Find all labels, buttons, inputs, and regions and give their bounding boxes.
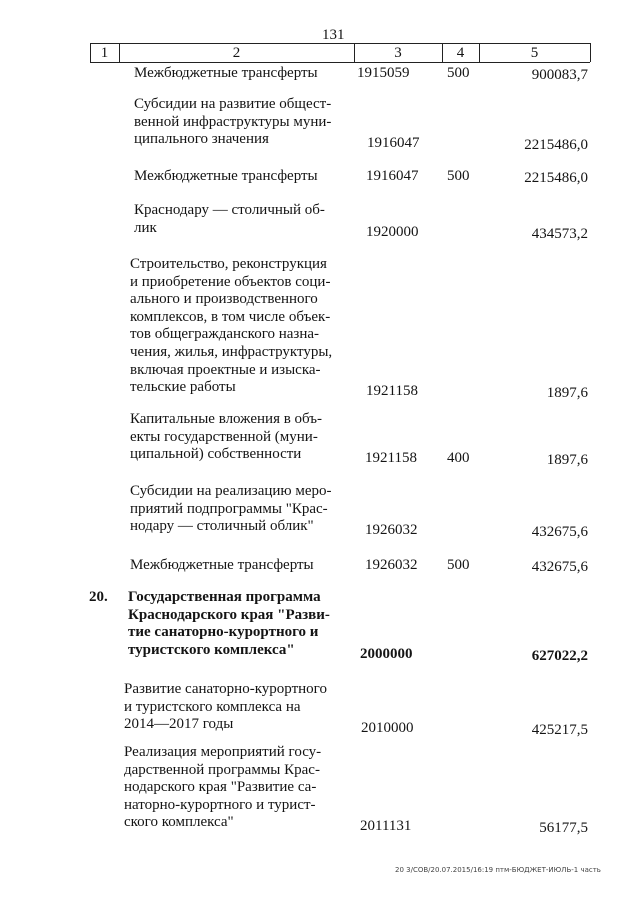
target-article-code: 1920000 [366,223,419,240]
amount-value: 432675,6 [531,559,588,575]
item-description-line: комплексов, в том числе объек- [130,308,331,325]
item-description-line: ального и производственного [130,291,318,308]
target-article-code: 2010000 [361,720,414,737]
item-description-line: ципальной) собственности [130,446,302,463]
column-header-2: 2 [232,45,241,61]
target-article-code: 1915059 [357,65,410,81]
column-header-4: 4 [456,45,465,61]
item-description-line: тов общегражданского назна- [130,326,320,343]
row-number: 20. [89,589,108,605]
item-description-line: туристского комплекса" [128,641,295,658]
item-description-line: венной инфраструктуры муни- [134,113,332,130]
column-header-5: 5 [530,45,539,61]
expense-type-code: 500 [447,557,470,573]
item-description-line: Реализация мероприятий госу- [124,744,322,760]
amount-value: 1897,6 [546,452,588,469]
target-article-code: 2000000 [360,645,413,662]
target-article-code: 1921158 [365,450,417,467]
item-description-line: Строительство, реконструкция [130,256,327,272]
amount-value: 900083,7 [531,67,588,83]
item-description-line: Развитие санаторно-курортного [124,681,327,697]
expense-type-code: 500 [447,168,470,184]
item-description-line: нодару — столичный облик" [130,518,314,535]
target-article-code: 1916047 [366,168,419,184]
amount-value: 1897,6 [546,385,588,402]
header-divider [590,43,591,62]
item-description-line: Межбюджетные трансферты [134,65,318,81]
item-description-line: Государственная программа [128,589,321,605]
column-header-3: 3 [394,45,402,61]
item-description-line: Капитальные вложения в объ- [130,411,323,427]
amount-value: 56177,5 [539,820,588,837]
amount-value: 627022,2 [531,647,588,664]
item-description-line: лик [134,219,157,236]
item-description-line: Субсидии на реализацию меро- [130,483,332,499]
item-description-line: наторно-курортного и турист- [124,796,316,813]
expense-type-code: 400 [447,450,470,467]
item-description-line: и приобретение объектов соци- [130,273,331,290]
item-description-line: включая проектные и изыска- [130,361,321,378]
expense-type-code: 500 [447,65,470,81]
document-footer: 20 3/СОВ/20.07.2015/16:19 птм-БЮДЖЕТ-ИЮЛЬ-1 часть [395,866,601,874]
item-description-line: Межбюджетные трансферты [134,168,318,184]
item-description-line: дарственной программы Крас- [124,761,320,778]
target-article-code: 1926032 [365,557,418,573]
item-description-line: приятий подпрограммы "Крас- [130,500,328,517]
item-description-line: и туристского комплекса на [124,698,301,715]
amount-value: 432675,6 [531,524,588,541]
amount-value: 434573,2 [531,225,588,242]
item-description-line: чения, жилья, инфраструктуры, [130,344,333,360]
page-number: 131 [322,27,345,43]
amount-value: 2215486,0 [524,170,588,186]
item-description-line: Краснодару — столичный об- [134,202,325,218]
column-header-1: 1 [100,45,109,61]
target-article-code: 1921158 [366,383,418,400]
item-description-line: ципального значения [134,131,269,148]
item-description-line: тие санаторно-курортного и [128,624,319,641]
item-description-line: екты государственной (муни- [130,428,318,445]
amount-value: 2215486,0 [524,137,588,154]
header-top-rule [90,43,590,44]
item-description-line: Краснодарского края "Разви- [128,606,330,623]
item-description-line: ского комплекса" [124,814,234,831]
item-description-line: 2014—2017 годы [124,716,234,733]
item-description-line: Межбюджетные трансферты [130,557,314,573]
target-article-code: 1926032 [365,522,418,539]
target-article-code: 2011131 [360,818,412,835]
item-description-line: нодарского края "Развитие са- [124,779,317,796]
target-article-code: 1916047 [367,135,420,152]
header-bottom-rule [90,62,590,63]
item-description-line: тельские работы [130,379,236,396]
item-description-line: Субсидии на развитие общест- [134,96,332,112]
amount-value: 425217,5 [531,722,588,739]
